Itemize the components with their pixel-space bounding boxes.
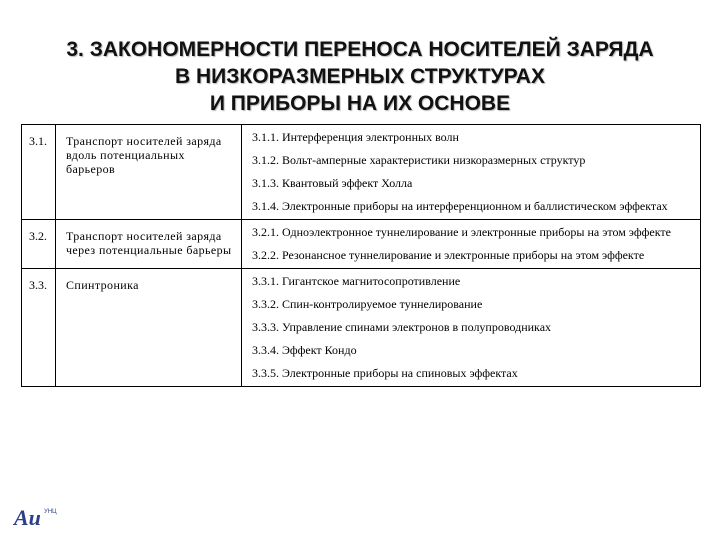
subsection-item: 3.3.1. Гигантское магнитосопротивление <box>252 274 461 288</box>
title-line-3: И ПРИБОРЫ НА ИХ ОСНОВЕ <box>209 92 511 115</box>
section-number: 3.2. <box>22 220 56 268</box>
page-title <box>0 36 720 117</box>
subsection-item: 3.3.4. Эффект Кондо <box>252 343 357 357</box>
logo-superscript: УНЦ <box>44 509 57 515</box>
subsection-item: 3.2.2. Резонансное туннелирование и электронные приборы на этом эффекте <box>252 248 645 262</box>
subsection-list <box>242 125 700 219</box>
subsection-list <box>242 220 700 268</box>
subsection-item: 3.2.1. Одноэлектронное туннелирование и электронные приборы на этом эффекте <box>252 225 671 239</box>
subsection-list <box>242 269 700 386</box>
subsection-item: 3.3.2. Спин-контролируемое туннелирование <box>252 297 483 311</box>
subsection-item: 3.1.4. Электронные приборы на интерференционном и баллистическом эффектах <box>252 199 668 213</box>
table-row <box>22 269 700 386</box>
section-number: 3.1. <box>22 125 56 219</box>
subsection-item: 3.3.5. Электронные приборы на спиновых эффектах <box>252 366 518 380</box>
subsection-item: 3.1.2. Вольт-амперные характеристики низкоразмерных структур <box>252 153 586 167</box>
section-topic: Транспорт носителей заряда через потенциальные барьеры <box>56 220 242 268</box>
title-line-1: 3. ЗАКОНОМЕРНОСТИ ПЕРЕНОСА НОСИТЕЛЕЙ ЗАРЯДА <box>66 38 654 61</box>
university-logo: Au <box>14 505 41 530</box>
section-topic: Спинтроника <box>56 269 242 386</box>
subsection-item: 3.3.3. Управление спинами электронов в полупроводниках <box>252 320 552 334</box>
subsection-item: 3.1.3. Квантовый эффект Холла <box>252 176 413 190</box>
topics-table <box>21 124 701 387</box>
title-line-2: В НИЗКОРАЗМЕРНЫХ СТРУКТУРАХ <box>175 65 545 88</box>
table-row <box>22 125 700 220</box>
subsection-item: 3.1.1. Интерференция электронных волн <box>252 130 459 144</box>
section-topic: Транспорт носителей заряда вдоль потенциальных барьеров <box>56 125 242 219</box>
table-row <box>22 220 700 269</box>
section-number: 3.3. <box>22 269 56 386</box>
